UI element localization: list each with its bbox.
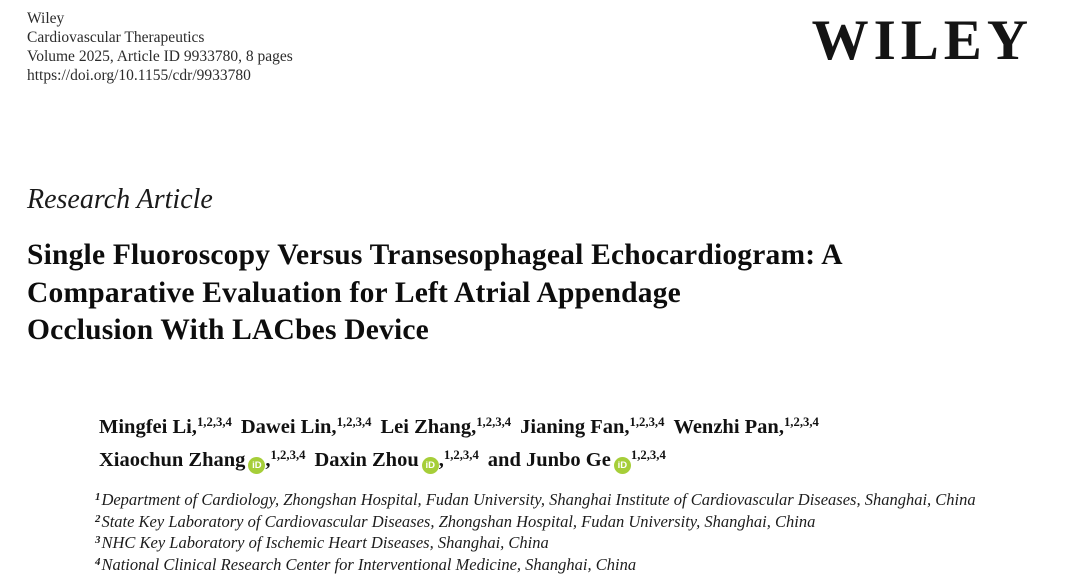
doi-link[interactable]: https://doi.org/10.1155/cdr/9933780 [27,67,251,84]
article-title [27,237,843,350]
volume-article-info: Volume 2025, Article ID 9933780, 8 pages [27,48,293,65]
author-name: Jianing Fan,$^{1,2,3,4}$ [520,414,665,438]
author-affiliation-superscript: 1,2,3,4 [629,414,665,429]
author-affiliation-superscript: 1,2,3,4 [270,447,306,462]
orcid-icon[interactable]: iD [248,457,265,474]
affiliation-item: $^1$Department of Cardiology, Zhongshan Hospital, Fudan University, Shanghai Institute of Cardiovascular Diseases, Shanghai, China [95,490,976,509]
author-affiliation-superscript: 1,2,3,4 [630,447,666,462]
orcid-icon[interactable]: iD [614,457,631,474]
author-affiliation-superscript: 1,2,3,4 [443,447,479,462]
author-name: Mingfei Li,$^{1,2,3,4}$ [99,414,232,438]
orcid-icon[interactable]: iD [422,457,439,474]
affiliation-list [95,489,976,575]
author-name: Dawei Lin,$^{1,2,3,4}$ [240,414,372,438]
citation-block [27,9,293,85]
affiliation-number-superscript: 2 [95,512,101,525]
author-name: Lei Zhang,$^{1,2,3,4}$ [380,414,512,438]
author-affiliation-superscript: 1,2,3,4 [336,414,372,429]
publisher-name: Wiley [27,10,65,27]
author-affiliation-superscript: 1,2,3,4 [783,414,819,429]
affiliation-item: $^4$National Clinical Research Center for Interventional Medicine, Shanghai, China [95,554,637,574]
affiliation-number-superscript: 4 [95,555,101,568]
journal-name: Cardiovascular Therapeutics [27,29,205,46]
title-line: Occlusion With LACbes Device [27,314,429,346]
author-affiliation-superscript: 1,2,3,4 [476,414,512,429]
title-line: Comparative Evaluation for Left Atrial Appendage [27,276,681,309]
affiliation-number-superscript: 1 [95,491,101,504]
author-name: Daxin Zhou iD ,$^{1,2,3,4}$ [314,449,478,471]
affiliation-item: $^3$NHC Key Laboratory of Ischemic Heart Diseases, Shanghai, China [95,533,549,552]
author-affiliation-superscript: 1,2,3,4 [196,414,232,429]
article-type-label: Research Article [27,184,213,215]
author-name: and Junbo Ge iD$^{1,2,3,4}$ [488,449,666,471]
author-name: Xiaochun Zhang iD ,$^{1,2,3,4}$ [99,449,305,471]
author-line [99,444,819,477]
author-line [99,411,819,444]
affiliation-item: $^2$State Key Laboratory of Cardiovascular Diseases, Zhongshan Hospital, Fudan University, Shanghai, China [95,511,816,531]
wiley-logo: WILEY [811,9,1033,72]
title-line: Single Fluoroscopy Versus Transesophageal Echocardiogram: A [27,239,843,271]
author-list [99,411,819,477]
author-name: Wenzhi Pan,$^{1,2,3,4}$ [673,414,819,438]
affiliation-number-superscript: 3 [95,534,101,547]
